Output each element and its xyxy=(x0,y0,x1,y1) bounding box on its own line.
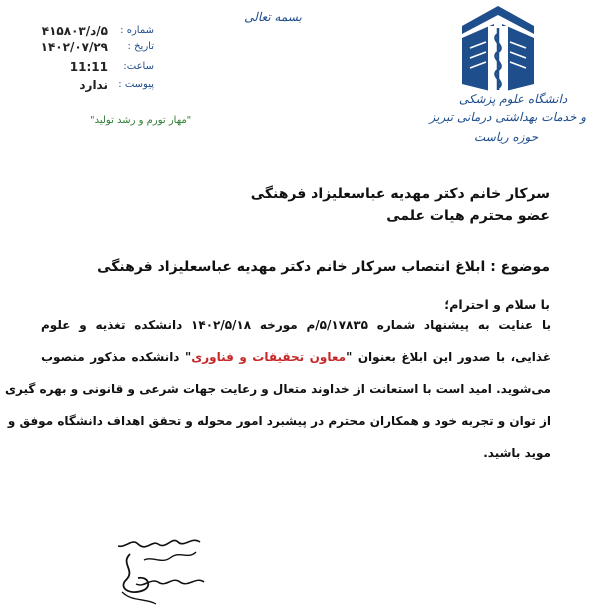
subject-line: موضوع : ابلاغ انتصاب سرکار خانم دکتر مهدیه عباسعلیزاد فرهنگی xyxy=(97,259,550,275)
meta-attachment xyxy=(14,79,154,95)
recipient-title: عضو محترم هیات علمی xyxy=(386,208,550,224)
logo-text-line3: حوزه ریاست xyxy=(473,130,539,144)
body-line-5: موید باشید. xyxy=(483,446,551,460)
body-line-2-start: غذایی، با صدور این ابلاغ بعنوان " xyxy=(346,350,552,364)
university-logo xyxy=(458,4,538,96)
meta-date-label: تاریخ : xyxy=(127,41,154,52)
position-title-highlight: معاون تحقیقات و فناوری xyxy=(191,350,347,364)
logo-text-line1: دانشگاه علوم پزشکی xyxy=(458,92,568,106)
logo-text-line2: و خدمات بهداشتی درمانی تبریز xyxy=(429,110,586,124)
body-line-1: با عنایت به پیشنهاد شماره ۵/۱۷۸۳۵/م مورخه ۱۴۰۲/۵/۱۸ دانشکده تغذیه و علوم xyxy=(41,318,552,332)
slogan-note: "مهار تورم و رشد تولید" xyxy=(90,115,192,126)
recipient-name: سرکار خانم دکتر مهدیه عباسعلیزاد فرهنگی xyxy=(250,186,550,202)
meta-number xyxy=(14,25,154,41)
meta-time-value: 11:11 xyxy=(69,60,108,74)
meta-time-label: ساعت: xyxy=(123,61,154,72)
meta-attachment-value: ندارد xyxy=(79,78,108,92)
greeting: با سلام و احترام؛ xyxy=(444,297,550,312)
meta-time xyxy=(14,61,154,77)
meta-date xyxy=(14,41,154,57)
handwritten-signature xyxy=(100,530,220,610)
body-line-2 xyxy=(41,350,551,364)
meta-date-value: ۱۴۰۲/۰۷/۲۹ xyxy=(40,40,108,54)
body-line-2-end: " دانشکده مذکور منصوب xyxy=(41,350,192,364)
basmala-heading: بسمه تعالی xyxy=(244,10,302,24)
body-line-3: می‌شوید. امید است با استعانت از خداوند متعال و رعایت جهات شرعی و قانونی و بهره گیری xyxy=(5,382,551,396)
meta-number-label: شماره : xyxy=(120,25,154,36)
body-line-4: از توان و تجربه خود و همکاران محترم در پیشبرد امور محوله و تحقق اهداف دانشگاه موفق و xyxy=(7,414,551,428)
meta-attachment-label: پیوست : xyxy=(118,79,154,90)
meta-number-value: ۵/د/۴۱۵۸۰۳ xyxy=(41,24,108,38)
